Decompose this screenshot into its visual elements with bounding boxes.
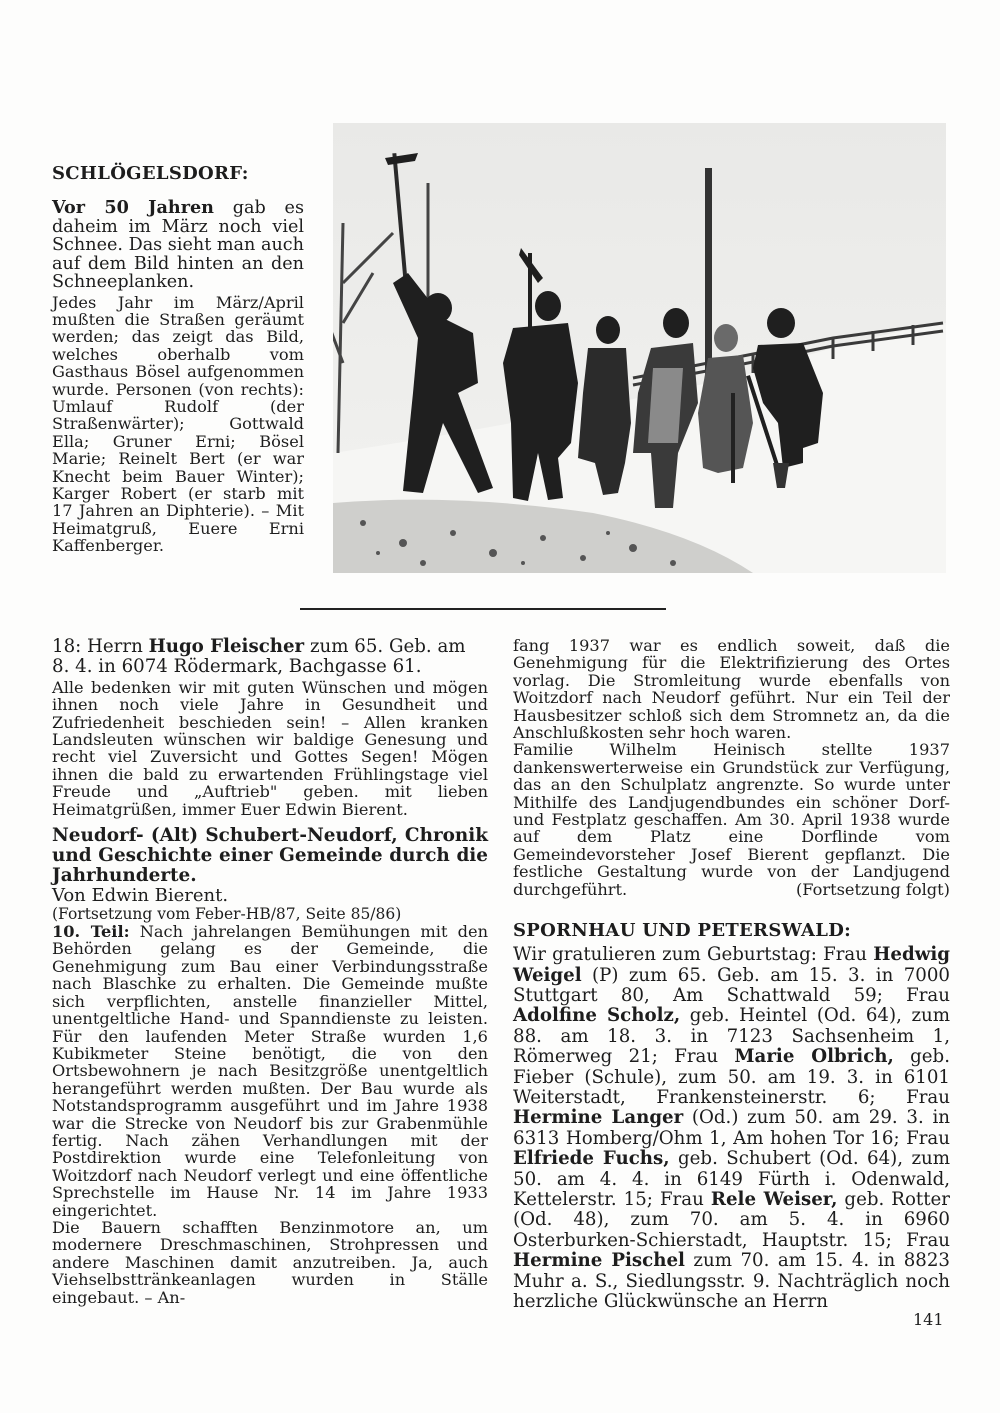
article-title: Neudorf- (Alt) Schubert-Neudorf, Chronik und Geschichte einer Gemeinde durch die Jahrhunderte. [52, 825, 488, 887]
honoree-name: Hermine Pischel [513, 1250, 685, 1272]
greeting-text: geb. Heintel (Od. 64), zum 88. am 18. 3. in 7123 Sachsenheim 1, Römerweg 21; Frau [513, 1005, 950, 1068]
greeting-text: Wir gratulieren zum Geburtstag: Frau [513, 944, 874, 966]
article-author: Von Edwin Bierent. [52, 885, 229, 907]
honoree-name: Marie Olbrich, [734, 1046, 894, 1068]
birthday-greetings [513, 945, 950, 1312]
lead-bold: Vor 50 Jahren [52, 197, 214, 218]
farmers-paragraph: Die Bauern schafften Benzinmotore an, um modernere Dreschmaschinen, Strohpressen und andere Maschinen damit anzutreiben. Ja, auch Viehselbsttränkeanlagen wurden in Ställe eingebaut. – An- [52, 1217, 488, 1307]
greeting-text: (P) zum 65. Geb. am 15. 3. in 7000 Stuttgart 80, Am Schattwald 59; Frau [513, 964, 950, 1006]
greeting-text: geb. Rotter (Od. 48), zum 70. am 5. 4. in 6960 Osterburken-Schierstadt, Hauptstr. 15; Frau [513, 1188, 950, 1251]
part-label: 10. Teil: [52, 922, 130, 942]
section-heading-spornhau: SPORNHAU UND PETERSWALD: [513, 920, 852, 942]
greeting-text: geb. Fieber (Schule), zum 50. am 19. 3. in 6101 Weiterstadt, Frankensteinerstr. 6; Frau [513, 1046, 950, 1108]
continuation-note: (Fortsetzung vom Feber-HB/87, Seite 85/86) [52, 905, 402, 924]
honoree-name: Hermine Langer [513, 1107, 684, 1129]
greeting-text: (Od.) zum 50. am 29. 3. in 6313 Homberg/Ohm 1, Am hohen Tor 16; Frau [513, 1107, 950, 1149]
lead-paragraph [52, 199, 304, 292]
continued-note: (Fortsetzung folgt) [795, 879, 950, 899]
honoree-name: Adolfine Scholz, [513, 1005, 681, 1027]
birthday-entry-fleischer [52, 637, 488, 678]
electrification-paragraph: fang 1937 war es endlich soweit, daß die Genehmigung für die Elektrifizierung des Ortes vorlag. Die Stromleitung wurde ebenfalls von Woitzdorf nach Neudorf geführt. Nur ein Teil der Hausbesitzer schloß sich dem Stromnetz an, da die Anschlußkosten sehr hoch waren. [513, 636, 950, 743]
photo-illustration [333, 123, 946, 573]
photo-description: Jedes Jahr im März/April mußten die Straßen geräumt werden; das zeigt das Bild, welches oberhalb vom Gasthaus Bösel aufgenommen wurde. Personen (von rechts): Umlauf Rudolf (der Straßenwärter); Gottwald Ella; Gruner Erni; Bösel Marie; Reinelt Bert (er war Knecht beim Bauer Winter); Karger Robert (er starb mit 17 Jahren an Diphterie). – Mit Heimatgruß, Euere Erni Kaffenberger. [52, 292, 304, 556]
honoree-name: Rele Weiser, [710, 1188, 838, 1210]
birthday-prefix: 18: Herrn [52, 636, 149, 657]
left-column [52, 637, 488, 1306]
part-10-paragraph [52, 923, 488, 1219]
honoree-name: Elfriede Fuchs, [513, 1148, 670, 1170]
birthday-details: zum 65. Geb. am 8. 4. in 6074 Rödermark, Bachgasse 61. [52, 636, 466, 678]
festplatz-text: Familie Wilhelm Heinisch stellte 1937 dankenswerterweise ein Grundstück zur Verfügung, das an den Schulplatz angrenzte. So wurde unter Mithilfe des Landjugendbundes ein schöner Dorf- und Festplatz geschaffen. Am 30. April 1938 wurde auf dem Platz eine Dorflinde vom Gemeindevorsteher Josef Bierent gepflanzt. Die festliche Gestaltung wurde von der Landjugend durchgeführt. [513, 740, 950, 899]
schloegelsdorf-article [52, 199, 304, 555]
greeting-text: zum 70. am 15. 4. in 8823 Muhr a. S., Siedlungsstr. 9. Nachträglich noch herzliche Glückwünsche an Herrn [513, 1250, 950, 1312]
section-heading-schloegelsdorf: SCHLÖGELSDORF: [52, 163, 249, 184]
right-column [513, 637, 950, 1312]
birthday-name: Hugo Fleischer [148, 636, 305, 657]
lead-text: gab es daheim im März noch viel Schnee. Das sieht man auch auf dem Bild hinten an den Schneeplanken. [52, 198, 304, 292]
greeting-text: geb. Schubert (Od. 64), zum 50. am 4. 4. in 6149 Fürth i. Odenwald, Kettelerstr. 15; Frau [513, 1148, 950, 1210]
snow-clearing-photo [333, 123, 946, 573]
honoree-name: Hedwig Weigel [513, 944, 950, 986]
section-divider [300, 608, 666, 610]
wishes-paragraph: Alle bedenken wir mit guten Wünschen und mögen ihnen noch viele Jahre in Gesundheit und Zufriedenheit beschieden sein! – Allen kranken Landsleuten wünschen wir baldige Genesung und recht viel Zuversicht und Gottes Segen! Mögen ihnen die bald zu erwartenden Frühlingstage viel Freude und „Auftrieb" geben. mit lieben Heimatgrüßen, immer Euer Edwin Bierent. [52, 677, 488, 819]
part-text: Nach jahrelangen Bemühungen mit den Behörden gelang es der Gemeinde, die Genehmigung zum Bau einer Verbindungsstraße nach Blaschke zu erhalten. Die Gemeinde mußte sich verpflichten, anstelle finanzieller Mittel, unentgeltliche Hand- und Spanndienste zu leisten. Für den laufenden Meter Straße wurden 1,6 Kubikmeter Steine benötigt, die von den Ortsbewohnern je nach Besitzgröße unentgeltlich herangeführt werden mußten. Der Bau wurde als Notstandsprogramm ausgeführt und im Jahre 1938 war die Strecke von Neudorf bis zur Grabenmühle fertig. Nach zähen Verhandlungen mit der Postdirektion wurde eine Telefonleitung von Woitzdorf nach Neudorf verlegt und eine öffentliche Sprechstelle im Hause Nr. 14 im Jahre 1933 eingerichtet. [52, 922, 488, 1220]
page-number: 141 [913, 1310, 944, 1329]
festplatz-paragraph [513, 741, 950, 898]
